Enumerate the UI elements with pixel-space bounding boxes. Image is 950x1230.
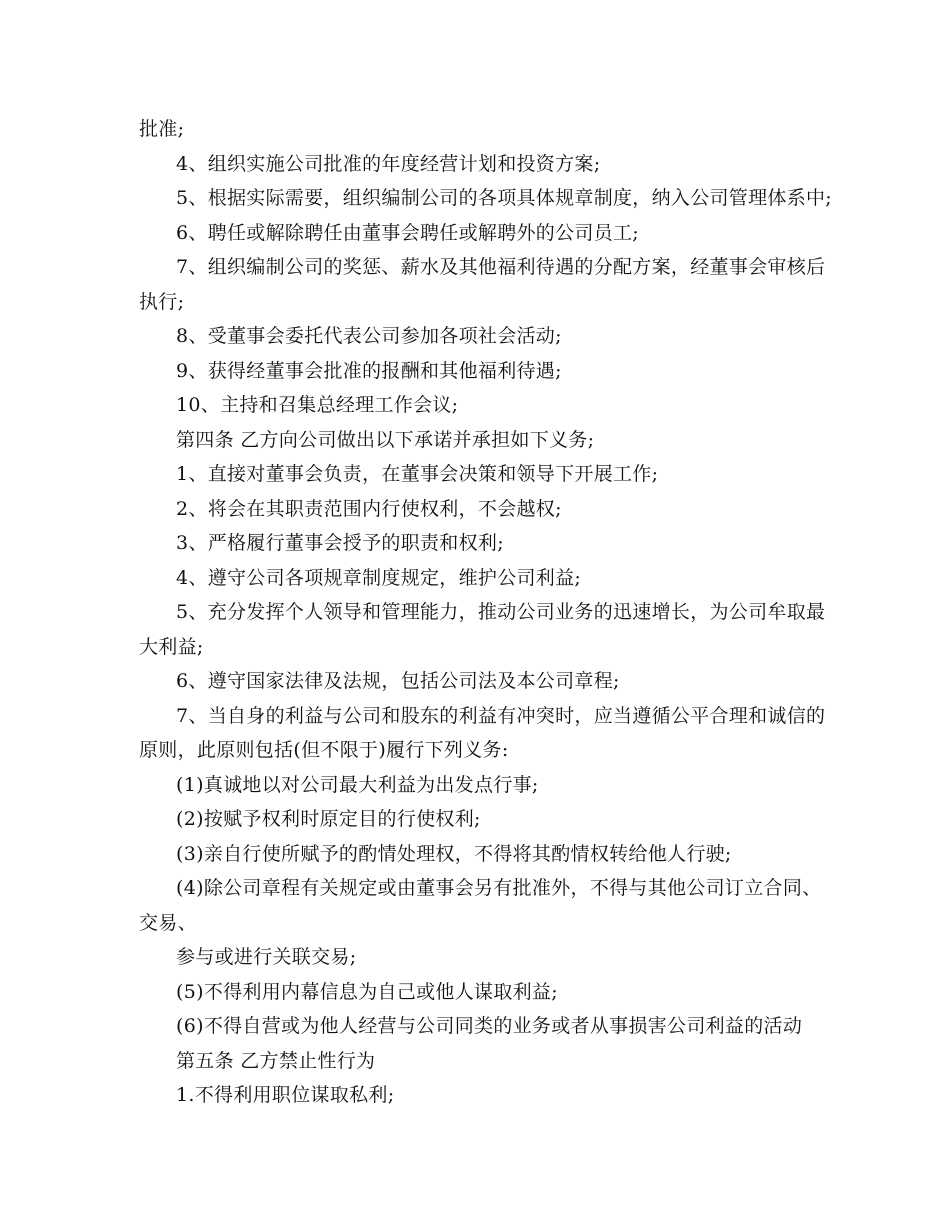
text-line: 参与或进行关联交易; [176, 946, 357, 968]
text-line: 6、遵守国家法律及法规，包括公司法及本公司章程; [176, 670, 620, 692]
text-line: 5、充分发挥个人领导和管理能力，推动公司业务的迅速增长，为公司牟取最 [176, 601, 826, 623]
text-line: 第四条 乙方向公司做出以下承诺并承担如下义务; [176, 428, 595, 451]
text-line: 1、直接对董事会负责，在董事会决策和领导下开展工作; [176, 463, 659, 485]
text-line: 2、将会在其职责范围内行使权利，不会越权; [176, 497, 562, 520]
text-line: 交易、 [139, 911, 197, 934]
text-line: 批准; [139, 118, 185, 140]
text-line: (1)真诚地以对公司最大利益为出发点行事; [176, 773, 539, 796]
text-line: 第五条 乙方禁止性行为 [176, 1049, 376, 1072]
text-line: 6、聘任或解除聘任由董事会聘任或解聘外的公司员工; [176, 221, 639, 244]
text-line: (5)不得利用内幕信息为自己或他人谋取利益; [176, 980, 558, 1003]
text-line: 4、遵守公司各项规章制度规定，维护公司利益; [176, 566, 582, 589]
text-line: 9、获得经董事会批准的报酬和其他福利待遇; [176, 359, 562, 382]
document-body [139, 112, 832, 1113]
text-line: 7、当自身的利益与公司和股东的利益有冲突时，应当遵循公平合理和诚信的 [176, 704, 826, 727]
text-line: 5、根据实际需要，组织编制公司的各项具体规章制度，纳入公司管理体系中; [176, 187, 832, 209]
text-line: 执行; [139, 290, 185, 313]
text-line: 7、组织编制公司的奖惩、薪水及其他福利待遇的分配方案，经董事会审核后 [176, 256, 826, 278]
text-line: 8、受董事会委托代表公司参加各项社会活动; [176, 325, 562, 347]
text-line: 3、严格履行董事会授予的职责和权利; [176, 532, 504, 554]
text-line: (6)不得自营或为他人经营与公司同类的业务或者从事损害公司利益的活动 [176, 1015, 803, 1037]
text-line: 4、组织实施公司批准的年度经营计划和投资方案; [176, 152, 601, 175]
text-line: 1.不得利用职位谋取私利; [176, 1084, 395, 1106]
text-line: 大利益; [139, 635, 204, 658]
text-line: (3)亲自行使所赋予的酌情处理权，不得将其酌情权转给他人行驶; [176, 842, 732, 865]
text-line: (4)除公司章程有关规定或由董事会另有批准外，不得与其他公司订立合同、 [176, 877, 822, 899]
text-line: (2)按赋予权利时原定目的行使权利; [176, 808, 481, 830]
text-line: 10、主持和召集总经理工作会议; [176, 394, 459, 416]
text-line: 原则，此原则包括(但不限于)履行下列义务: [139, 739, 509, 761]
